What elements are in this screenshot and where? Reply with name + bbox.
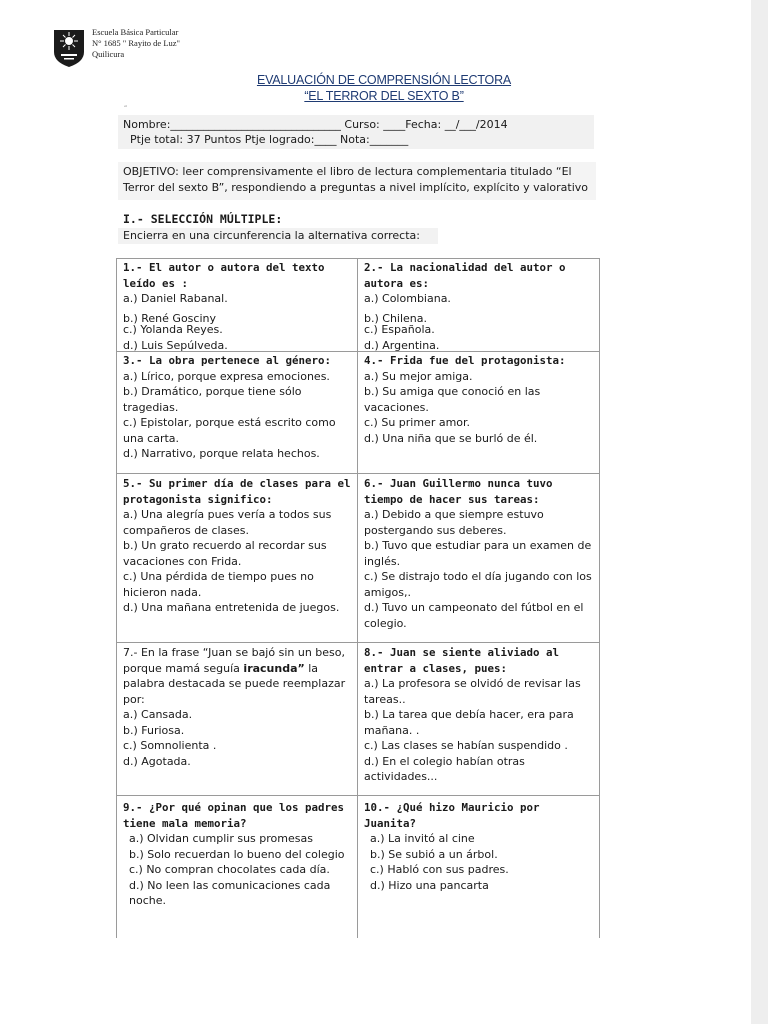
option-b[interactable]: b.) Su amiga que conoció en las vacaciones. bbox=[364, 385, 541, 414]
question-text: 6.- Juan Guillermo nunca tuvo tiempo de hacer sus tareas: bbox=[364, 477, 553, 506]
option-c[interactable]: c.) Su primer amor. bbox=[364, 416, 471, 429]
question-text: 3.- La obra pertenece al género: bbox=[123, 354, 332, 367]
option-c[interactable]: c.) Epistolar, porque está escrito como una carta. bbox=[123, 416, 336, 445]
option-a[interactable]: a.) Daniel Rabanal. bbox=[123, 292, 228, 305]
option-d[interactable]: d.) Una mañana entretenida de juegos. bbox=[123, 601, 340, 614]
option-b[interactable]: b.) Solo recuerdan lo bueno del colegio bbox=[129, 847, 345, 861]
section-instruction: Encierra en una circunferencia la alternativa correcta: bbox=[123, 229, 420, 242]
question-5 bbox=[123, 476, 351, 616]
question-text: 10.- ¿Qué hizo Mauricio por Juanita? bbox=[364, 801, 540, 830]
page-edge bbox=[751, 0, 768, 1024]
option-a[interactable]: a.) Una alegría pues vería a todos sus compañeros de clases. bbox=[123, 508, 332, 537]
question-text-start: 7.- En la frase “Juan se bajó sin un beso, porque mamá seguía bbox=[123, 646, 345, 675]
table-border-left bbox=[116, 258, 117, 938]
option-d[interactable]: d.) No leen las comunicaciones cada noche. bbox=[129, 878, 331, 907]
page-title: EVALUACIÓN DE COMPRENSIÓN LECTORA bbox=[256, 73, 512, 87]
option-a[interactable]: a.) La profesora se olvidó de revisar las tareas.. bbox=[364, 677, 581, 706]
option-d[interactable]: d.) Tuvo un campeonato del fútbol en el colegio. bbox=[364, 601, 584, 630]
objective-text: OBJETIVO: leer comprensivamente el libro de lectura complementaria titulado “El Terror del sexto B”, respondiendo a preguntas a nivel implícito, explícito y valorativo bbox=[123, 165, 589, 194]
option-b[interactable]: b.) Furiosa. bbox=[123, 723, 185, 737]
question-9 bbox=[123, 800, 351, 909]
option-d[interactable]: d.) Agotada. bbox=[123, 754, 191, 768]
option-c[interactable]: c.) Habló con sus padres. bbox=[370, 863, 509, 876]
option-c[interactable]: c.) Una pérdida de tiempo pues no hicieron nada. bbox=[123, 570, 314, 599]
question-text: 1.- El autor o autora del texto leído es : bbox=[123, 261, 325, 290]
option-c[interactable]: c.) Se distrajo todo el día jugando con los amigos,. bbox=[364, 570, 592, 599]
question-text: 5.- Su primer día de clases para el protagonista significo: bbox=[123, 477, 351, 506]
option-d[interactable]: d.) Hizo una pancarta bbox=[370, 878, 489, 892]
option-b[interactable]: b.) René Gosciny bbox=[123, 311, 216, 325]
table-border-right bbox=[599, 258, 600, 938]
option-b[interactable]: b.) Se subió a un árbol. bbox=[370, 847, 498, 861]
table-row-divider bbox=[116, 642, 600, 643]
option-a[interactable]: a.) Debido a que siempre estuvo postergando sus deberes. bbox=[364, 508, 544, 537]
option-c[interactable]: c.) Somnolienta . bbox=[123, 739, 217, 752]
school-number: N° 1685 " Rayito de Luz" bbox=[92, 38, 181, 48]
table-row-divider bbox=[116, 473, 600, 474]
option-a[interactable]: a.) Olvidan cumplir sus promesas bbox=[129, 832, 313, 845]
question-2 bbox=[364, 260, 592, 353]
table-column-divider bbox=[357, 258, 358, 938]
option-c[interactable]: c.) No compran chocolates cada día. bbox=[129, 863, 330, 876]
option-a[interactable]: a.) Cansada. bbox=[123, 708, 193, 721]
option-b[interactable]: b.) Un grato recuerdo al recordar sus vacaciones con Frida. bbox=[123, 539, 327, 568]
school-info bbox=[92, 27, 180, 60]
option-d[interactable]: d.) En el colegio habían otras actividades... bbox=[364, 754, 525, 783]
student-info-row: Nombre:_______________________________ Curso: ____Fecha: __/___/2014 bbox=[123, 118, 508, 131]
question-text: 9.- ¿Por qué opinan que los padres tiene mala memoria? bbox=[123, 801, 345, 830]
question-3 bbox=[123, 353, 351, 462]
question-8 bbox=[364, 645, 592, 785]
question-4 bbox=[364, 353, 592, 446]
option-c[interactable]: c.) Las clases se habían suspendido . bbox=[364, 739, 568, 752]
option-a[interactable]: a.) Su mejor amiga. bbox=[364, 369, 473, 383]
option-c[interactable]: c.) Yolanda Reyes. bbox=[123, 323, 223, 336]
question-10 bbox=[364, 800, 592, 893]
book-title: “EL TERROR DEL SEXTO B” bbox=[304, 89, 464, 103]
option-b[interactable]: b.) La tarea que debía hacer, era para mañana. . bbox=[364, 708, 574, 737]
school-city: Quilicura bbox=[92, 49, 125, 59]
question-text: 4.- Frida fue del protagonista: bbox=[364, 354, 566, 367]
option-d[interactable]: d.) Argentina. bbox=[364, 338, 440, 352]
question-6 bbox=[364, 476, 592, 631]
option-b[interactable]: b.) Dramático, porque tiene sólo tragedias. bbox=[123, 385, 302, 414]
question-text: 8.- Juan se siente aliviado al entrar a clases, pues: bbox=[364, 646, 560, 675]
option-a[interactable]: a.) La invitó al cine bbox=[370, 832, 475, 845]
table-row-divider bbox=[116, 795, 600, 796]
highlighted-word: iracunda” bbox=[243, 661, 305, 675]
option-a[interactable]: a.) Lírico, porque expresa emociones. bbox=[123, 369, 330, 383]
option-d[interactable]: d.) Una niña que se burló de él. bbox=[364, 431, 538, 445]
question-text: 2.- La nacionalidad del autor o autora es: bbox=[364, 261, 566, 290]
option-b[interactable]: b.) Chilena. bbox=[364, 311, 428, 325]
question-1 bbox=[123, 260, 351, 353]
school-name: Escuela Básica Particular bbox=[92, 27, 179, 37]
option-d[interactable]: d.) Luis Sepúlveda. bbox=[123, 338, 228, 352]
school-seal-icon bbox=[52, 28, 86, 68]
option-c[interactable]: c.) Española. bbox=[364, 323, 435, 336]
question-7 bbox=[123, 645, 351, 769]
question-text-end: la palabra destacada se puede reemplazar por: bbox=[123, 661, 346, 706]
section-title: I.- SELECCIÓN MÚLTIPLE: bbox=[123, 212, 283, 226]
option-b[interactable]: b.) Tuvo que estudiar para un examen de inglés. bbox=[364, 539, 592, 568]
option-a[interactable]: a.) Colombiana. bbox=[364, 292, 451, 305]
option-d[interactable]: d.) Narrativo, porque relata hechos. bbox=[123, 447, 320, 460]
question-text bbox=[123, 645, 351, 707]
stray-mark: ” bbox=[124, 105, 128, 112]
score-row: Ptje total: 37 Puntos Ptje logrado:____ Nota:_______ bbox=[130, 133, 409, 146]
table-row-divider bbox=[116, 258, 600, 259]
